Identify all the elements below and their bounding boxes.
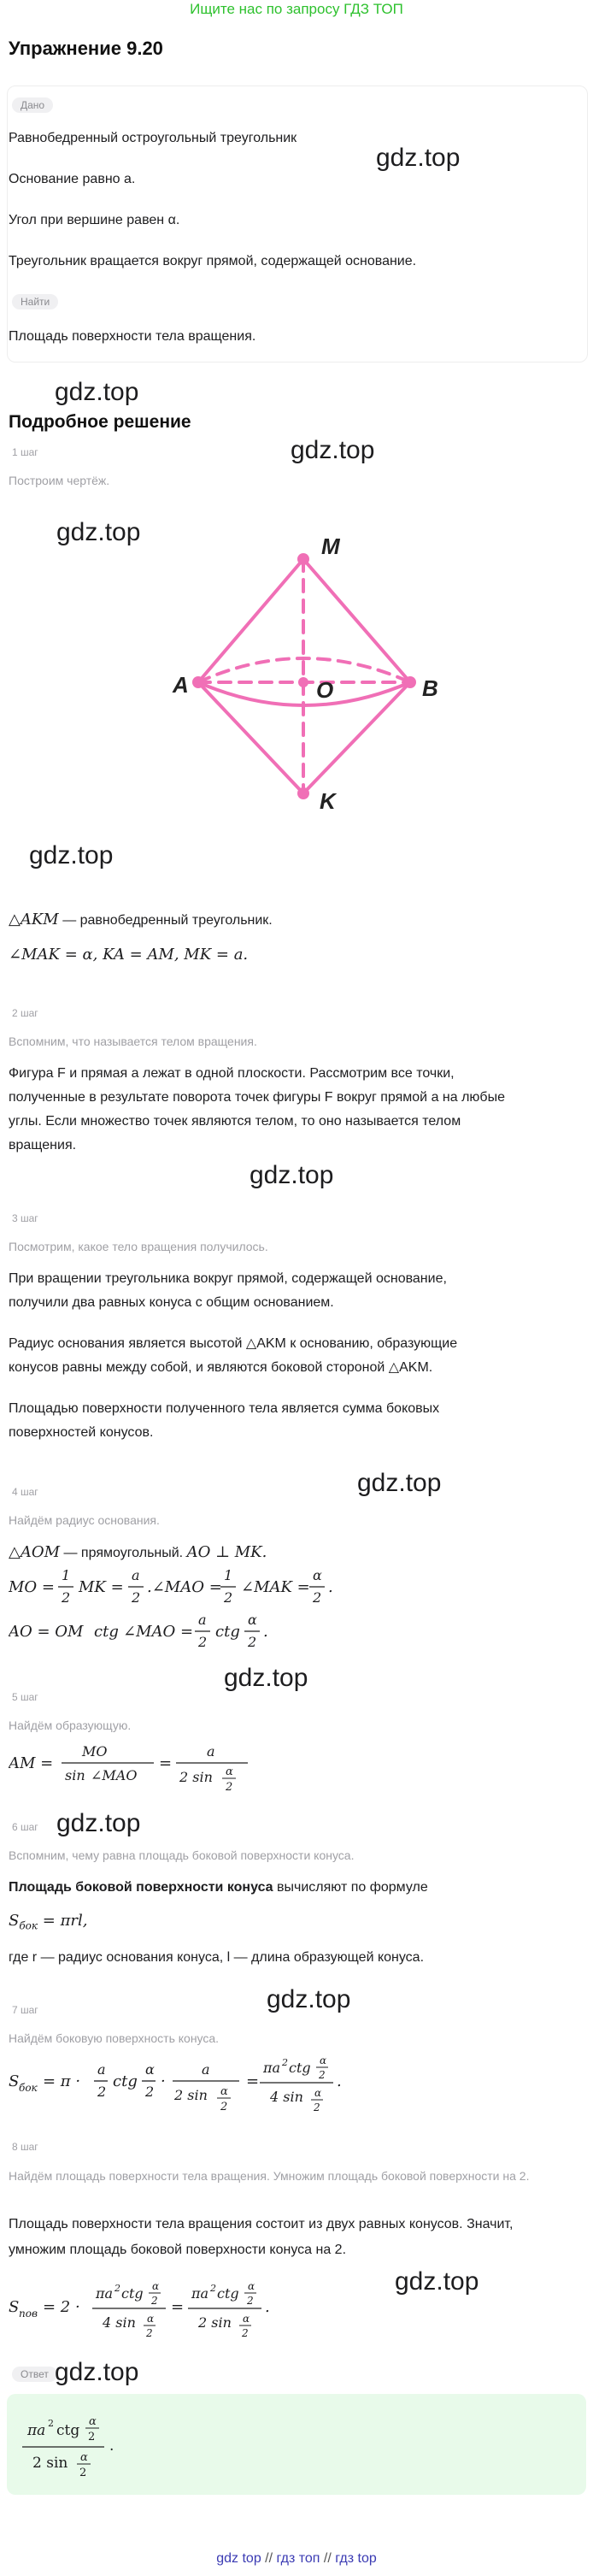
top-banner[interactable]: Ищите нас по запросу ГДЗ ТОП: [190, 1, 403, 17]
svg-text:MO =: MO =: [9, 1578, 55, 1596]
svg-text:α: α: [147, 2313, 155, 2325]
svg-text:πa: πa: [96, 2285, 114, 2302]
edge-mb: [303, 559, 410, 682]
svg-text:a: a: [207, 1743, 215, 1760]
svg-text:a: a: [97, 2061, 106, 2078]
svg-text:AO = OM: AO = OM: [9, 1623, 84, 1641]
edge-ma: [198, 559, 303, 682]
footer-link-1[interactable]: gdz top: [216, 2551, 261, 2566]
svg-text:= π ·: = π ·: [43, 2072, 81, 2090]
svg-text:a: a: [132, 1567, 140, 1583]
given-line-4: Треугольник вращается вокруг прямой, содержащей основание.: [9, 254, 417, 268]
find-line: Площадь поверхности тела вращения.: [9, 329, 256, 344]
answer-formula: [22, 2409, 193, 2491]
variables-explanation: где r — радиус основания конуса, l — длина образующей конуса.: [9, 1950, 425, 1965]
svg-text:a: a: [198, 1612, 207, 1628]
svg-text:α: α: [226, 1765, 233, 1778]
svg-text:2: 2: [62, 1589, 71, 1606]
formula-s-bok-value: [9, 2052, 367, 2130]
svg-text:2: 2: [145, 2084, 155, 2100]
point-b: [404, 676, 416, 688]
svg-text:2: 2: [88, 2431, 96, 2443]
svg-text:2: 2: [313, 1589, 322, 1606]
svg-text:2: 2: [198, 1634, 208, 1650]
svg-text:ctg: ctg: [121, 2285, 144, 2302]
svg-text:α: α: [152, 2280, 160, 2292]
svg-text:·: ·: [161, 2072, 166, 2090]
svg-text:.: .: [109, 2437, 114, 2455]
svg-text:α: α: [80, 2451, 88, 2464]
step-3-text-3: Радиус основания является высотой △AKM к основанию, образующие: [9, 1336, 458, 1351]
formula-mo: [9, 1566, 402, 1612]
answer-chip: Ответ: [12, 2367, 57, 2382]
step-8-hint: Найдём площадь поверхности тела вращения. Умножим площадь боковой поверхности на 2.: [9, 2169, 530, 2183]
svg-text:α: α: [145, 2061, 155, 2078]
svg-text:4 sin: 4 sin: [103, 2314, 136, 2331]
step-4-hint: Найдём радиус основания.: [9, 1513, 160, 1527]
svg-text:ctg: ctg: [113, 2072, 138, 2090]
svg-text:πa: πa: [27, 2422, 46, 2439]
step-6-hint: Вспомним, чему равна площадь боковой поверхности конуса.: [9, 1848, 355, 1862]
answer-formula-svg: [22, 2409, 193, 2486]
svg-text:2 sin: 2 sin: [32, 2455, 68, 2472]
watermark: gdz.top: [291, 436, 375, 464]
svg-text:α: α: [314, 2087, 322, 2099]
svg-text:=: =: [159, 1754, 173, 1772]
svg-text:∠MAK =: ∠MAK =: [241, 1578, 310, 1596]
svg-text:пов: пов: [19, 2308, 38, 2320]
step-8-text-1: Площадь поверхности тела вращения состоит из двух равных конусов. Значит,: [9, 2217, 514, 2231]
svg-text:α: α: [89, 2415, 97, 2428]
triangle-aom-line: △AOM — прямоугольный. AO ⊥ MK.: [9, 1543, 267, 1561]
triangle-akm-line: △AKM — равнобедренный треугольник.: [9, 911, 273, 928]
watermark: gdz.top: [55, 2358, 139, 2386]
svg-text:2: 2: [79, 2467, 87, 2479]
svg-text:2: 2: [226, 1781, 233, 1794]
formula-s-bok-value-svg: [9, 2052, 367, 2125]
svg-text:πa: πa: [263, 2060, 281, 2076]
lateral-area-definition: Площадь боковой поверхности конуса вычисляют по формуле: [9, 1880, 428, 1895]
svg-text:2: 2: [151, 2295, 158, 2307]
svg-text:α: α: [220, 2085, 228, 2098]
step-3-text-6: поверхностей конусов.: [9, 1425, 154, 1440]
page-title: Упражнение 9.20: [9, 38, 163, 59]
formula-s-bok: $S_{бок} = \pi rl$,: [9, 1912, 88, 1932]
svg-text:α: α: [243, 2313, 250, 2325]
svg-text:∠MAO =: ∠MAO =: [123, 1623, 194, 1641]
formula-s-pov: [9, 2278, 299, 2355]
svg-text:2: 2: [242, 2327, 249, 2339]
svg-text:2 sin: 2 sin: [179, 1769, 213, 1785]
rotation-definition-2: полученные в результате поворота точек фигуры F вокруг прямой a на любые: [9, 1090, 505, 1105]
watermark: gdz.top: [250, 1161, 334, 1189]
watermark: gdz.top: [29, 841, 114, 869]
watermark: gdz.top: [376, 144, 461, 172]
svg-text:2: 2: [132, 1589, 141, 1606]
watermark: gdz.top: [56, 1809, 141, 1837]
step-8-text-2: умножим площадь боковой поверхности конуса на 2.: [9, 2243, 347, 2257]
label-a: A: [173, 672, 189, 698]
svg-text:∠MAO: ∠MAO: [91, 1767, 138, 1783]
svg-text:α: α: [248, 2280, 255, 2292]
step-1-label: 1 шаг: [12, 446, 38, 458]
svg-text:2: 2: [314, 2101, 320, 2113]
find-chip: Найти: [12, 294, 58, 309]
svg-text:2: 2: [224, 1589, 233, 1606]
formula-am-svg: [9, 1739, 282, 1799]
step-3-label: 3 шаг: [12, 1212, 38, 1224]
svg-text:.: .: [328, 1578, 333, 1596]
svg-text:ctg: ctg: [56, 2422, 80, 2439]
svg-text:2: 2: [220, 2101, 228, 2113]
point-k: [297, 787, 309, 799]
given-line-1: Равнобедренный остроугольный треугольник: [9, 131, 297, 145]
rotation-figure: [162, 530, 444, 812]
step-5-label: 5 шаг: [12, 1691, 38, 1703]
formula-mo-svg: [9, 1566, 402, 1607]
svg-text:.∠MAO =: .∠MAO =: [147, 1578, 222, 1596]
watermark: gdz.top: [395, 2267, 479, 2296]
svg-text:.: .: [263, 1623, 268, 1641]
svg-text:2: 2: [48, 2418, 54, 2429]
svg-text:2: 2: [247, 2295, 254, 2307]
point-o: [298, 677, 308, 687]
svg-text:2: 2: [248, 1634, 257, 1650]
step-3-hint: Посмотрим, какое тело вращения получилось.: [9, 1240, 268, 1253]
step-4-label: 4 шаг: [12, 1486, 38, 1498]
svg-text:2: 2: [146, 2327, 153, 2339]
step-3-text-4: конусов равны между собой, и являются боковой стороной △AKM.: [9, 1360, 433, 1375]
step-2-hint: Вспомним, что называется телом вращения.: [9, 1035, 257, 1048]
angle-equalities: ∠MAK = α, KA = AM, MK = a.: [9, 946, 249, 964]
step-8-label: 8 шаг: [12, 2141, 38, 2153]
svg-text:.: .: [265, 2298, 270, 2316]
svg-text:4 sin: 4 sin: [270, 2089, 303, 2105]
svg-text:MO: MO: [82, 1743, 108, 1760]
svg-text:=: =: [246, 2072, 260, 2090]
svg-text:sin: sin: [65, 1767, 85, 1783]
step-5-hint: Найдём образующую.: [9, 1718, 132, 1732]
svg-text:ctg: ctg: [94, 1623, 119, 1641]
solution-title: Подробное решение: [9, 412, 191, 432]
svg-text:ctg: ctg: [217, 2285, 239, 2302]
label-o: O: [316, 677, 334, 703]
svg-text:2 sin: 2 sin: [174, 2087, 208, 2103]
svg-text:ctg: ctg: [215, 1623, 240, 1641]
given-line-2: Основание равно a.: [9, 172, 136, 186]
svg-text:α: α: [248, 1612, 257, 1628]
rotation-definition-3: углы. Если множество точек являются телом, то оно называется телом: [9, 1114, 461, 1129]
svg-text:ctg: ctg: [289, 2060, 311, 2076]
svg-text:2: 2: [114, 2283, 120, 2294]
formula-s-pov-svg: [9, 2278, 299, 2351]
step-1-hint: Построим чертёж.: [9, 474, 110, 487]
watermark: gdz.top: [224, 1664, 308, 1692]
footer-links: gdz top // гдз топ // гдз top: [216, 2551, 377, 2566]
svg-text:2: 2: [97, 2084, 107, 2100]
step-3-text-1: При вращении треугольника вокруг прямой, содержащей основание,: [9, 1271, 447, 1286]
rotation-definition-1: Фигура F и прямая a лежат в одной плоскости. Рассмотрим все точки,: [9, 1066, 455, 1081]
step-2-label: 2 шаг: [12, 1007, 38, 1019]
label-k: K: [320, 788, 336, 812]
step-6-label: 6 шаг: [12, 1821, 38, 1833]
watermark: gdz.top: [56, 518, 141, 546]
svg-text:α: α: [313, 1567, 322, 1583]
svg-text:MK =: MK =: [79, 1578, 124, 1596]
svg-text:S: S: [9, 2298, 20, 2316]
rotation-definition-4: вращения.: [9, 1138, 77, 1152]
svg-text:AM =: AM =: [9, 1754, 54, 1772]
footer-link-2[interactable]: гдз топ: [276, 2551, 320, 2566]
svg-text:1: 1: [224, 1567, 233, 1583]
step-7-hint: Найдём боковую поверхность конуса.: [9, 2031, 220, 2045]
point-a: [192, 676, 204, 688]
step-3-text-5: Площадью поверхности полученного тела является сумма боковых: [9, 1401, 440, 1416]
step-3-text-2: получили два равных конуса с общим основанием.: [9, 1295, 334, 1310]
step-7-label: 7 шаг: [12, 2004, 38, 2016]
given-chip: Дано: [12, 97, 53, 113]
watermark: gdz.top: [55, 378, 139, 406]
label-m: M: [321, 533, 340, 559]
svg-text:2: 2: [282, 2057, 288, 2068]
given-line-3: Угол при вершине равен α.: [9, 213, 180, 227]
svg-text:2: 2: [319, 2069, 326, 2081]
svg-text:=: =: [171, 2298, 185, 2316]
svg-text:2: 2: [210, 2283, 216, 2294]
svg-text:.: .: [337, 2072, 342, 2090]
svg-text:1: 1: [62, 1567, 71, 1583]
svg-text:πa: πa: [191, 2285, 209, 2302]
watermark: gdz.top: [267, 1985, 351, 2013]
svg-text:a: a: [202, 2061, 210, 2078]
svg-text:бок: бок: [19, 2082, 38, 2094]
svg-text:α: α: [320, 2054, 327, 2066]
point-m: [297, 553, 309, 565]
formula-ao-svg: [9, 1611, 316, 1655]
svg-text:2 sin: 2 sin: [198, 2314, 232, 2331]
formula-ao: [9, 1611, 316, 1659]
svg-text:= 2 ·: = 2 ·: [43, 2298, 80, 2316]
footer-link-3[interactable]: гдз top: [335, 2551, 377, 2566]
svg-text:S: S: [9, 2072, 20, 2090]
watermark: gdz.top: [357, 1469, 442, 1497]
formula-am: [9, 1739, 282, 1803]
label-b: B: [422, 675, 438, 701]
